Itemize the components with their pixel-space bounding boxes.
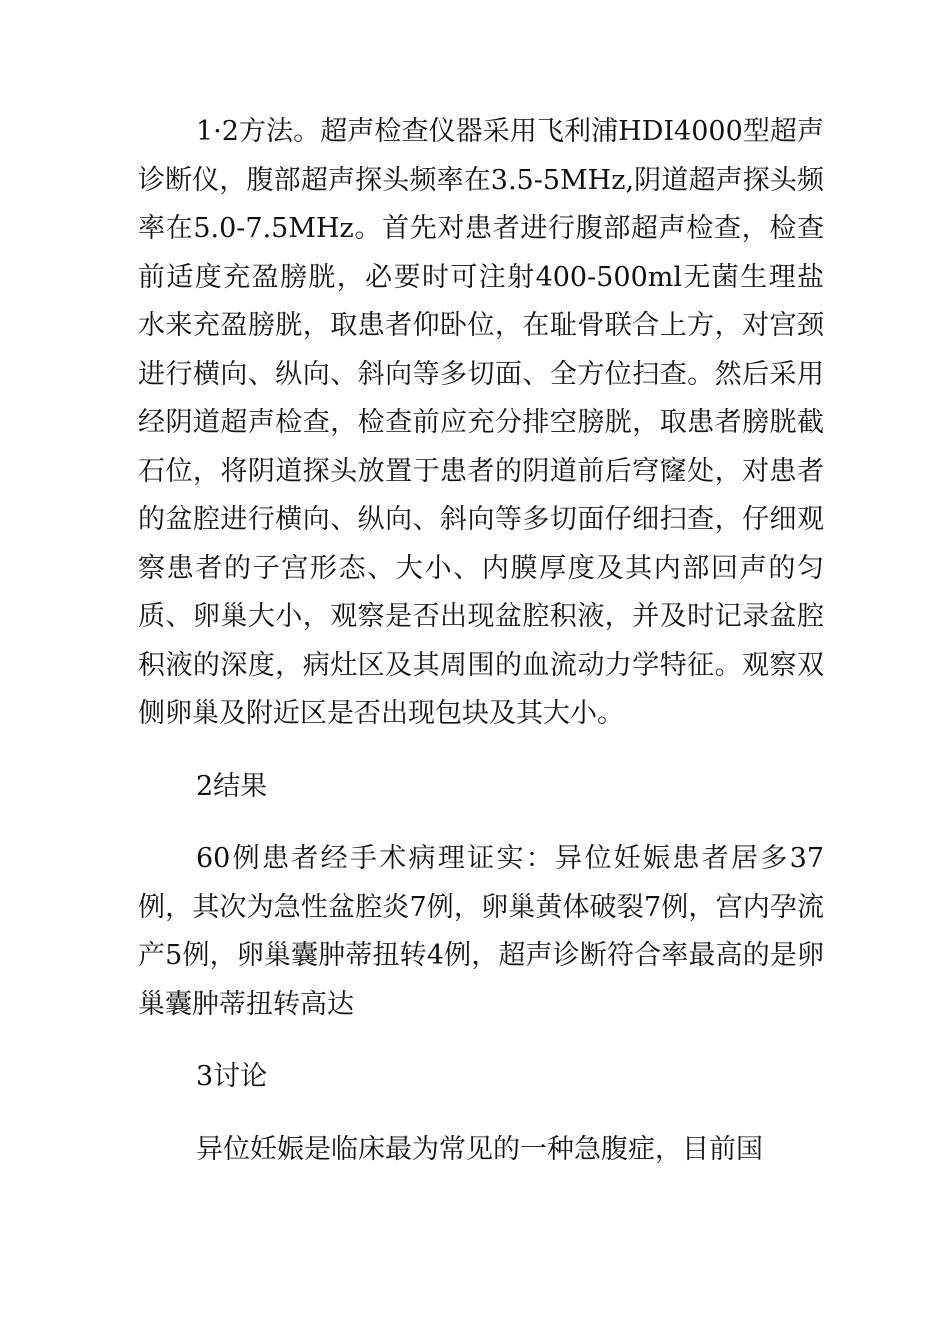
methods-paragraph: 1·2方法。超声检查仪器采用飞利浦HDI4000型超声诊断仪，腹部超声探头频率在3.5-5MHz,阴道超声探头频率在5.0-7.5MHz。首先对患者进行腹部超声检查，检查前适度充盈膀胱，必要时可注射400-500ml无菌生理盐水来充盈膀胱，取患者仰卧位，在耻骨联合上方，对宫颈进行横向、纵向、斜向等多切面、全方位扫查。然后采用经阴道超声检查，检查前应充分排空膀胱，取患者膀胱截石位，将阴道探头放置于患者的阴道前后穹窿处，对患者的盆腔进行横向、纵向、斜向等多切面仔细扫查，仔细观察患者的子宫形态、大小、内膜厚度及其内部回声的匀质、卵巢大小，观察是否出现盆腔积液，并及时记录盆腔积液的深度，病灶区及其周围的血流动力学特征。观察双侧卵巢及附近区是否出现包块及其大小。 <box>138 116 824 729</box>
discussion-heading: 3讨论 <box>196 1061 268 1092</box>
discussion-paragraph: 异位妊娠是临床最为常见的一种急腹症，目前国 <box>196 1133 763 1165</box>
results-heading: 2结果 <box>196 770 268 802</box>
document-body <box>138 108 824 1174</box>
results-paragraph: 60例患者经手术病理证实：异位妊娠患者居多37例，其次为急性盆腔炎7例，卵巢黄体破裂7例，宫内孕流产5例，卵巢囊肿蒂扭转4例，超声诊断符合率最高的是卵巢囊肿蒂扭转高达 <box>138 843 824 1020</box>
